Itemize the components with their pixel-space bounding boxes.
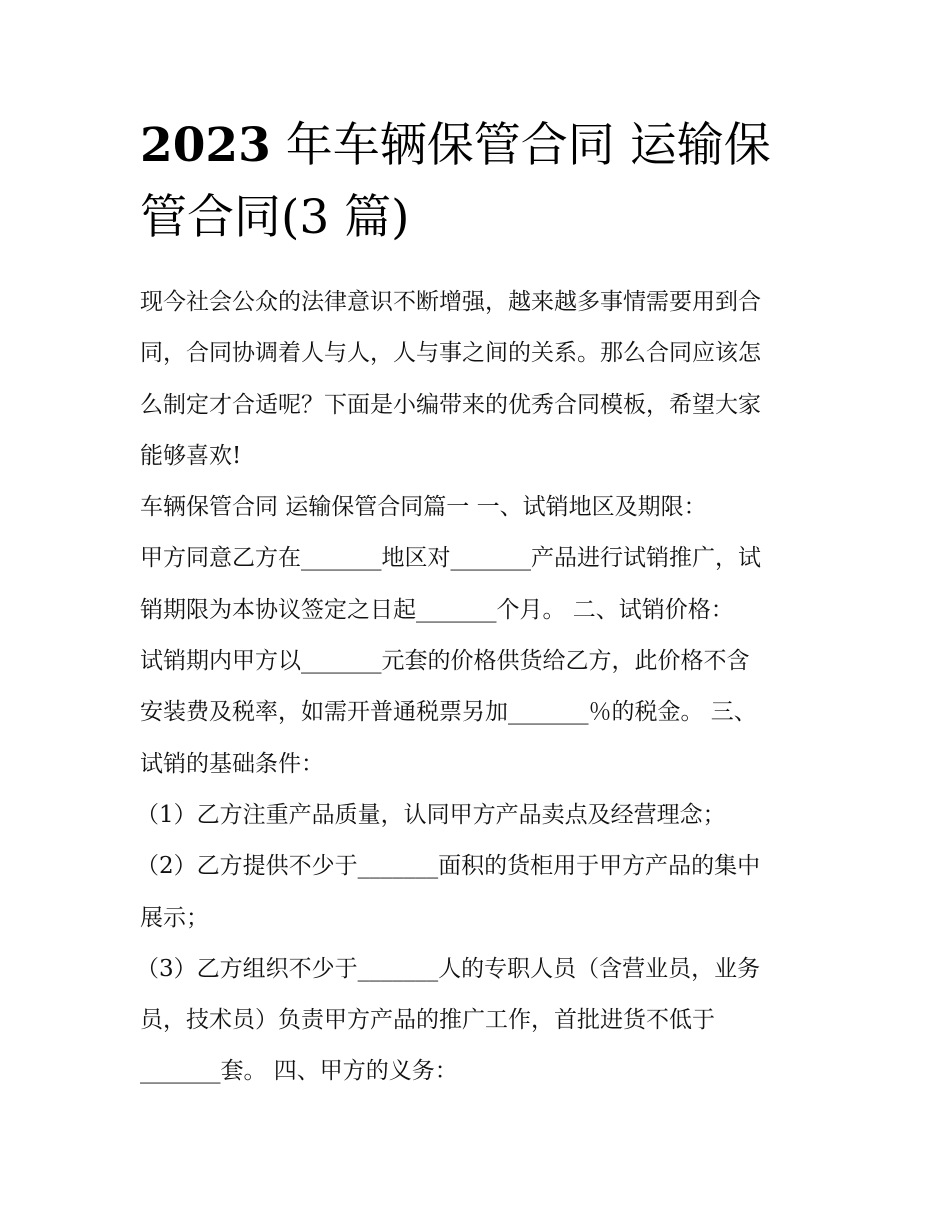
body-line: 同，合同协调着人与人，人与事之间的关系。那么合同应该怎 xyxy=(140,340,761,367)
body-line: 员，技术员）负责甲方产品的推广工作，首批进货不低于 xyxy=(140,1007,715,1034)
body-line: 能够喜欢! xyxy=(140,442,242,469)
body-line: _______套。 四、甲方的义务： xyxy=(140,1058,458,1085)
title-year: 2023 xyxy=(140,118,271,173)
title-line-2: 管合同(3 篇) xyxy=(140,190,410,245)
body-line: 销期限为本协议签定之日起_______个月。 二、试销价格： xyxy=(140,596,734,623)
body-line: 展示； xyxy=(140,904,209,931)
document-body xyxy=(136,277,815,1098)
body-line: 试销的基础条件： xyxy=(140,750,324,777)
body-line: 甲方同意乙方在_______地区对_______产品进行试销推广，试 xyxy=(140,545,761,572)
body-line: 么制定才合适呢？下面是小编带来的优秀合同模板，希望大家 xyxy=(140,391,761,418)
title-line-1: 2023 年车辆保管合同 运输保 xyxy=(140,118,771,173)
list-item: （1）乙方注重产品质量，认同甲方产品卖点及经营理念； xyxy=(136,801,726,828)
body-line: 安装费及税率，如需开普通税票另加_______％的税金。 三、 xyxy=(140,699,757,726)
section-heading-1: 车辆保管合同 运输保管合同篇一 一、试销地区及期限： xyxy=(140,494,707,521)
document-title xyxy=(140,110,820,254)
body-line: 现今社会公众的法律意识不断增强，越来越多事情需要用到合 xyxy=(140,289,761,315)
list-item: （2）乙方提供不少于_______面积的货柜用于甲方产品的集中 xyxy=(136,853,761,880)
list-item: （3）乙方组织不少于_______人的专职人员（含营业员，业务 xyxy=(136,955,761,982)
body-line: 试销期内甲方以_______元套的价格供货给乙方，此价格不含 xyxy=(140,648,750,675)
